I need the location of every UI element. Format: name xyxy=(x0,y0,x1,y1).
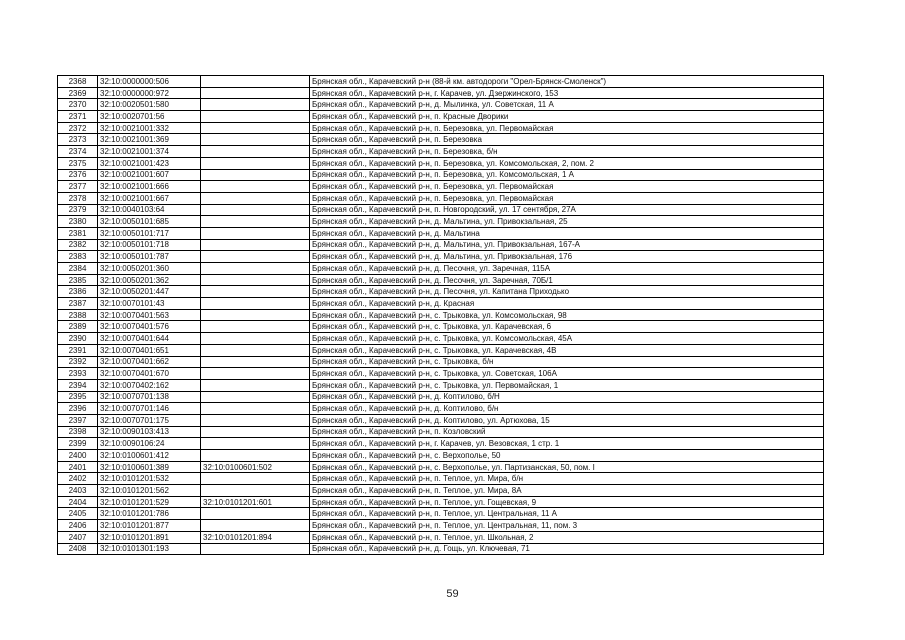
table-row xyxy=(58,450,824,462)
table-row xyxy=(58,76,824,88)
related-cadastral-number-cell xyxy=(201,450,310,462)
related-cadastral-number-cell xyxy=(201,274,310,286)
page-number: 59 xyxy=(446,588,459,600)
table-row xyxy=(58,111,824,123)
row-number-cell: 2369 xyxy=(58,87,98,99)
cadastral-number-cell: 32:10:0070701:146 xyxy=(98,403,201,415)
cadastral-number-cell: 32:10:0050201:447 xyxy=(98,286,201,298)
address-cell: Брянская обл., Карачевский р-н, с. Трыковка, ул. Первомайская, 1 xyxy=(310,379,824,391)
related-cadastral-number-cell xyxy=(201,181,310,193)
row-number-cell: 2374 xyxy=(58,146,98,158)
address-cell: Брянская обл., Карачевский р-н, д. Мальтина xyxy=(310,227,824,239)
cadastral-number-cell: 32:10:0100601:412 xyxy=(98,450,201,462)
address-cell: Брянская обл., Карачевский р-н, п. Березовка, б/н xyxy=(310,146,824,158)
table-row xyxy=(58,216,824,228)
row-number-cell: 2401 xyxy=(58,461,98,473)
row-number-cell: 2388 xyxy=(58,309,98,321)
table-row xyxy=(58,473,824,485)
cadastral-number-cell: 32:10:0000000:506 xyxy=(98,76,201,88)
address-cell: Брянская обл., Карачевский р-н, п. Теплое, ул. Мира, 8А xyxy=(310,485,824,497)
related-cadastral-number-cell xyxy=(201,344,310,356)
row-number-cell: 2384 xyxy=(58,263,98,275)
table-row xyxy=(58,379,824,391)
table-row xyxy=(58,192,824,204)
related-cadastral-number-cell xyxy=(201,146,310,158)
cadastral-number-cell: 32:10:0101301:193 xyxy=(98,543,201,555)
related-cadastral-number-cell xyxy=(201,251,310,263)
address-cell: Брянская обл., Карачевский р-н, с. Верхополье, 50 xyxy=(310,450,824,462)
row-number-cell: 2400 xyxy=(58,450,98,462)
related-cadastral-number-cell xyxy=(201,508,310,520)
cadastral-number-cell: 32:10:0101201:562 xyxy=(98,485,201,497)
related-cadastral-number-cell xyxy=(201,169,310,181)
address-cell: Брянская обл., Карачевский р-н, п. Теплое, ул. Мира, б/н xyxy=(310,473,824,485)
related-cadastral-number-cell xyxy=(201,298,310,310)
table-row xyxy=(58,344,824,356)
cadastral-number-cell: 32:10:0021001:667 xyxy=(98,192,201,204)
cadastral-number-cell: 32:10:0050101:718 xyxy=(98,239,201,251)
row-number-cell: 2408 xyxy=(58,543,98,555)
address-cell: Брянская обл., Карачевский р-н, с. Трыковка, ул. Советская, 106А xyxy=(310,368,824,380)
cadastral-number-cell: 32:10:0020701:56 xyxy=(98,111,201,123)
related-cadastral-number-cell xyxy=(201,309,310,321)
row-number-cell: 2372 xyxy=(58,122,98,134)
address-cell: Брянская обл., Карачевский р-н, с. Трыковка, ул. Комсомольская, 98 xyxy=(310,309,824,321)
related-cadastral-number-cell xyxy=(201,379,310,391)
table-row xyxy=(58,274,824,286)
cadastral-number-cell: 32:10:0021001:374 xyxy=(98,146,201,158)
address-cell: Брянская обл., Карачевский р-н, п. Березовка, ул. Первомайская xyxy=(310,192,824,204)
cadastral-number-cell: 32:10:0021001:666 xyxy=(98,181,201,193)
table-row xyxy=(58,309,824,321)
table-row xyxy=(58,426,824,438)
related-cadastral-number-cell xyxy=(201,414,310,426)
row-number-cell: 2386 xyxy=(58,286,98,298)
table-row xyxy=(58,204,824,216)
table-row xyxy=(58,146,824,158)
table-row xyxy=(58,87,824,99)
row-number-cell: 2391 xyxy=(58,344,98,356)
row-number-cell: 2380 xyxy=(58,216,98,228)
related-cadastral-number-cell xyxy=(201,76,310,88)
table-row xyxy=(58,134,824,146)
row-number-cell: 2406 xyxy=(58,520,98,532)
related-cadastral-number-cell xyxy=(201,333,310,345)
row-number-cell: 2373 xyxy=(58,134,98,146)
row-number-cell: 2392 xyxy=(58,356,98,368)
table-row xyxy=(58,286,824,298)
related-cadastral-number-cell xyxy=(201,263,310,275)
address-cell: Брянская обл., Карачевский р-н, п. Березовка xyxy=(310,134,824,146)
related-cadastral-number-cell xyxy=(201,122,310,134)
cadastral-number-cell: 32:10:0050201:362 xyxy=(98,274,201,286)
related-cadastral-number-cell xyxy=(201,216,310,228)
row-number-cell: 2383 xyxy=(58,251,98,263)
table-row xyxy=(58,263,824,275)
address-cell: Брянская обл., Карачевский р-н, п. Теплое, ул. Школьная, 2 xyxy=(310,531,824,543)
row-number-cell: 2404 xyxy=(58,496,98,508)
table-row xyxy=(58,181,824,193)
related-cadastral-number-cell xyxy=(201,426,310,438)
address-cell: Брянская обл., Карачевский р-н, с. Трыковка, б/н xyxy=(310,356,824,368)
table-row xyxy=(58,485,824,497)
row-number-cell: 2393 xyxy=(58,368,98,380)
related-cadastral-number-cell xyxy=(201,192,310,204)
row-number-cell: 2387 xyxy=(58,298,98,310)
table-row xyxy=(58,543,824,555)
cadastral-number-cell: 32:10:0050201:360 xyxy=(98,263,201,275)
row-number-cell: 2385 xyxy=(58,274,98,286)
address-cell: Брянская обл., Карачевский р-н, п. Козловский xyxy=(310,426,824,438)
table-row xyxy=(58,414,824,426)
row-number-cell: 2382 xyxy=(58,239,98,251)
related-cadastral-number-cell: 32:10:0101201:894 xyxy=(201,531,310,543)
table-row xyxy=(58,321,824,333)
row-number-cell: 2371 xyxy=(58,111,98,123)
related-cadastral-number-cell xyxy=(201,368,310,380)
related-cadastral-number-cell xyxy=(201,438,310,450)
address-cell: Брянская обл., Карачевский р-н, п. Березовка, ул. Комсомольская, 1 А xyxy=(310,169,824,181)
table-row xyxy=(58,496,824,508)
address-cell: Брянская обл., Карачевский р-н, д. Песочня, ул. Заречная, 70Б/1 xyxy=(310,274,824,286)
address-cell: Брянская обл., Карачевский р-н, п. Красные Дворики xyxy=(310,111,824,123)
address-cell: Брянская обл., Карачевский р-н, д. Коптилово, б/Н xyxy=(310,391,824,403)
row-number-cell: 2378 xyxy=(58,192,98,204)
table-row xyxy=(58,157,824,169)
cadastral-number-cell: 32:10:0050101:717 xyxy=(98,227,201,239)
row-number-cell: 2394 xyxy=(58,379,98,391)
table-row xyxy=(58,239,824,251)
row-number-cell: 2399 xyxy=(58,438,98,450)
address-cell: Брянская обл., Карачевский р-н, д. Мальтина, ул. Привокзальная, 25 xyxy=(310,216,824,228)
registry-table-body xyxy=(58,76,824,555)
related-cadastral-number-cell xyxy=(201,391,310,403)
related-cadastral-number-cell xyxy=(201,520,310,532)
related-cadastral-number-cell: 32:10:0100601:502 xyxy=(201,461,310,473)
address-cell: Брянская обл., Карачевский р-н, с. Трыковка, ул. Карачевская, 6 xyxy=(310,321,824,333)
address-cell: Брянская обл., Карачевский р-н, п. Березовка, ул. Комсомольская, 2, пом. 2 xyxy=(310,157,824,169)
row-number-cell: 2370 xyxy=(58,99,98,111)
address-cell: Брянская обл., Карачевский р-н, с. Трыковка, ул. Комсомольская, 45А xyxy=(310,333,824,345)
table-row xyxy=(58,227,824,239)
row-number-cell: 2376 xyxy=(58,169,98,181)
related-cadastral-number-cell xyxy=(201,473,310,485)
address-cell: Брянская обл., Карачевский р-н, п. Теплое, ул. Центральная, 11 А xyxy=(310,508,824,520)
address-cell: Брянская обл., Карачевский р-н, д. Мылинка, ул. Советская, 11 А xyxy=(310,99,824,111)
table-row xyxy=(58,520,824,532)
cadastral-number-cell: 32:10:0070701:175 xyxy=(98,414,201,426)
table-row xyxy=(58,368,824,380)
address-cell: Брянская обл., Карачевский р-н, д. Мальтина, ул. Привокзальная, 167-А xyxy=(310,239,824,251)
related-cadastral-number-cell xyxy=(201,356,310,368)
cadastral-number-cell: 32:10:0050101:787 xyxy=(98,251,201,263)
cadastral-number-cell: 32:10:0100601:389 xyxy=(98,461,201,473)
cadastral-number-cell: 32:10:0040103:64 xyxy=(98,204,201,216)
registry-table xyxy=(57,75,824,555)
table-row xyxy=(58,531,824,543)
row-number-cell: 2397 xyxy=(58,414,98,426)
cadastral-number-cell: 32:10:0050101:685 xyxy=(98,216,201,228)
related-cadastral-number-cell xyxy=(201,543,310,555)
cadastral-number-cell: 32:10:0090106:24 xyxy=(98,438,201,450)
related-cadastral-number-cell xyxy=(201,403,310,415)
related-cadastral-number-cell xyxy=(201,99,310,111)
address-cell: Брянская обл., Карачевский р-н, с. Трыковка, ул. Карачевская, 4В xyxy=(310,344,824,356)
table-row xyxy=(58,438,824,450)
related-cadastral-number-cell xyxy=(201,286,310,298)
table-row xyxy=(58,461,824,473)
address-cell: Брянская обл., Карачевский р-н, п. Теплое, ул. Гощевская, 9 xyxy=(310,496,824,508)
related-cadastral-number-cell xyxy=(201,321,310,333)
table-row xyxy=(58,298,824,310)
table-row xyxy=(58,403,824,415)
address-cell: Брянская обл., Карачевский р-н, д. Песочня, ул. Заречная, 115А xyxy=(310,263,824,275)
row-number-cell: 2381 xyxy=(58,227,98,239)
row-number-cell: 2398 xyxy=(58,426,98,438)
address-cell: Брянская обл., Карачевский р-н, г. Карачев, ул. Везовская, 1 стр. 1 xyxy=(310,438,824,450)
cadastral-number-cell: 32:10:0101201:532 xyxy=(98,473,201,485)
address-cell: Брянская обл., Карачевский р-н, д. Красная xyxy=(310,298,824,310)
table-row xyxy=(58,122,824,134)
row-number-cell: 2390 xyxy=(58,333,98,345)
related-cadastral-number-cell xyxy=(201,87,310,99)
address-cell: Брянская обл., Карачевский р-н (88-й км. автодороги "Орел-Брянск-Смоленск") xyxy=(310,76,824,88)
cadastral-number-cell: 32:10:0070401:662 xyxy=(98,356,201,368)
table-row xyxy=(58,356,824,368)
cadastral-number-cell: 32:10:0070401:644 xyxy=(98,333,201,345)
related-cadastral-number-cell xyxy=(201,485,310,497)
address-cell: Брянская обл., Карачевский р-н, г. Карачев, ул. Дзержинского, 153 xyxy=(310,87,824,99)
row-number-cell: 2368 xyxy=(58,76,98,88)
row-number-cell: 2377 xyxy=(58,181,98,193)
row-number-cell: 2405 xyxy=(58,508,98,520)
address-cell: Брянская обл., Карачевский р-н, д. Песочня, ул. Капитана Приходько xyxy=(310,286,824,298)
row-number-cell: 2379 xyxy=(58,204,98,216)
cadastral-number-cell: 32:10:0070401:576 xyxy=(98,321,201,333)
row-number-cell: 2403 xyxy=(58,485,98,497)
related-cadastral-number-cell xyxy=(201,204,310,216)
related-cadastral-number-cell xyxy=(201,157,310,169)
cadastral-number-cell: 32:10:0101201:529 xyxy=(98,496,201,508)
address-cell: Брянская обл., Карачевский р-н, с. Верхополье, ул. Партизанская, 50, пом. I xyxy=(310,461,824,473)
cadastral-number-cell: 32:10:0101201:786 xyxy=(98,508,201,520)
row-number-cell: 2389 xyxy=(58,321,98,333)
cadastral-number-cell: 32:10:0021001:423 xyxy=(98,157,201,169)
cadastral-number-cell: 32:10:0070101:43 xyxy=(98,298,201,310)
address-cell: Брянская обл., Карачевский р-н, д. Коптилово, ул. Артюхова, 15 xyxy=(310,414,824,426)
table-row xyxy=(58,99,824,111)
address-cell: Брянская обл., Карачевский р-н, п. Березовка, ул. Первомайская xyxy=(310,181,824,193)
related-cadastral-number-cell xyxy=(201,111,310,123)
cadastral-number-cell: 32:10:0090103:413 xyxy=(98,426,201,438)
cadastral-number-cell: 32:10:0021001:332 xyxy=(98,122,201,134)
address-cell: Брянская обл., Карачевский р-н, п. Новгородский, ул. 17 сентября, 27А xyxy=(310,204,824,216)
row-number-cell: 2407 xyxy=(58,531,98,543)
address-cell: Брянская обл., Карачевский р-н, д. Мальтина, ул. Привокзальная, 176 xyxy=(310,251,824,263)
cadastral-number-cell: 32:10:0070402:162 xyxy=(98,379,201,391)
address-cell: Брянская обл., Карачевский р-н, п. Теплое, ул. Центральная, 11, пом. 3 xyxy=(310,520,824,532)
cadastral-number-cell: 32:10:0021001:607 xyxy=(98,169,201,181)
cadastral-number-cell: 32:10:0020501:580 xyxy=(98,99,201,111)
table-row xyxy=(58,391,824,403)
table-row xyxy=(58,333,824,345)
address-cell: Брянская обл., Карачевский р-н, д. Коптилово, б/н xyxy=(310,403,824,415)
cadastral-number-cell: 32:10:0021001:369 xyxy=(98,134,201,146)
address-cell: Брянская обл., Карачевский р-н, д. Гощь, ул. Ключевая, 71 xyxy=(310,543,824,555)
address-cell: Брянская обл., Карачевский р-н, п. Березовка, ул. Первомайская xyxy=(310,122,824,134)
cadastral-number-cell: 32:10:0070701:138 xyxy=(98,391,201,403)
cadastral-number-cell: 32:10:0000000:972 xyxy=(98,87,201,99)
cadastral-number-cell: 32:10:0070401:670 xyxy=(98,368,201,380)
table-row xyxy=(58,508,824,520)
table-row xyxy=(58,251,824,263)
related-cadastral-number-cell xyxy=(201,134,310,146)
row-number-cell: 2402 xyxy=(58,473,98,485)
related-cadastral-number-cell xyxy=(201,239,310,251)
row-number-cell: 2395 xyxy=(58,391,98,403)
cadastral-number-cell: 32:10:0101201:877 xyxy=(98,520,201,532)
cadastral-number-cell: 32:10:0070401:563 xyxy=(98,309,201,321)
related-cadastral-number-cell xyxy=(201,227,310,239)
row-number-cell: 2375 xyxy=(58,157,98,169)
related-cadastral-number-cell: 32:10:0101201:601 xyxy=(201,496,310,508)
table-row xyxy=(58,169,824,181)
cadastral-number-cell: 32:10:0070401:651 xyxy=(98,344,201,356)
cadastral-number-cell: 32:10:0101201:891 xyxy=(98,531,201,543)
row-number-cell: 2396 xyxy=(58,403,98,415)
